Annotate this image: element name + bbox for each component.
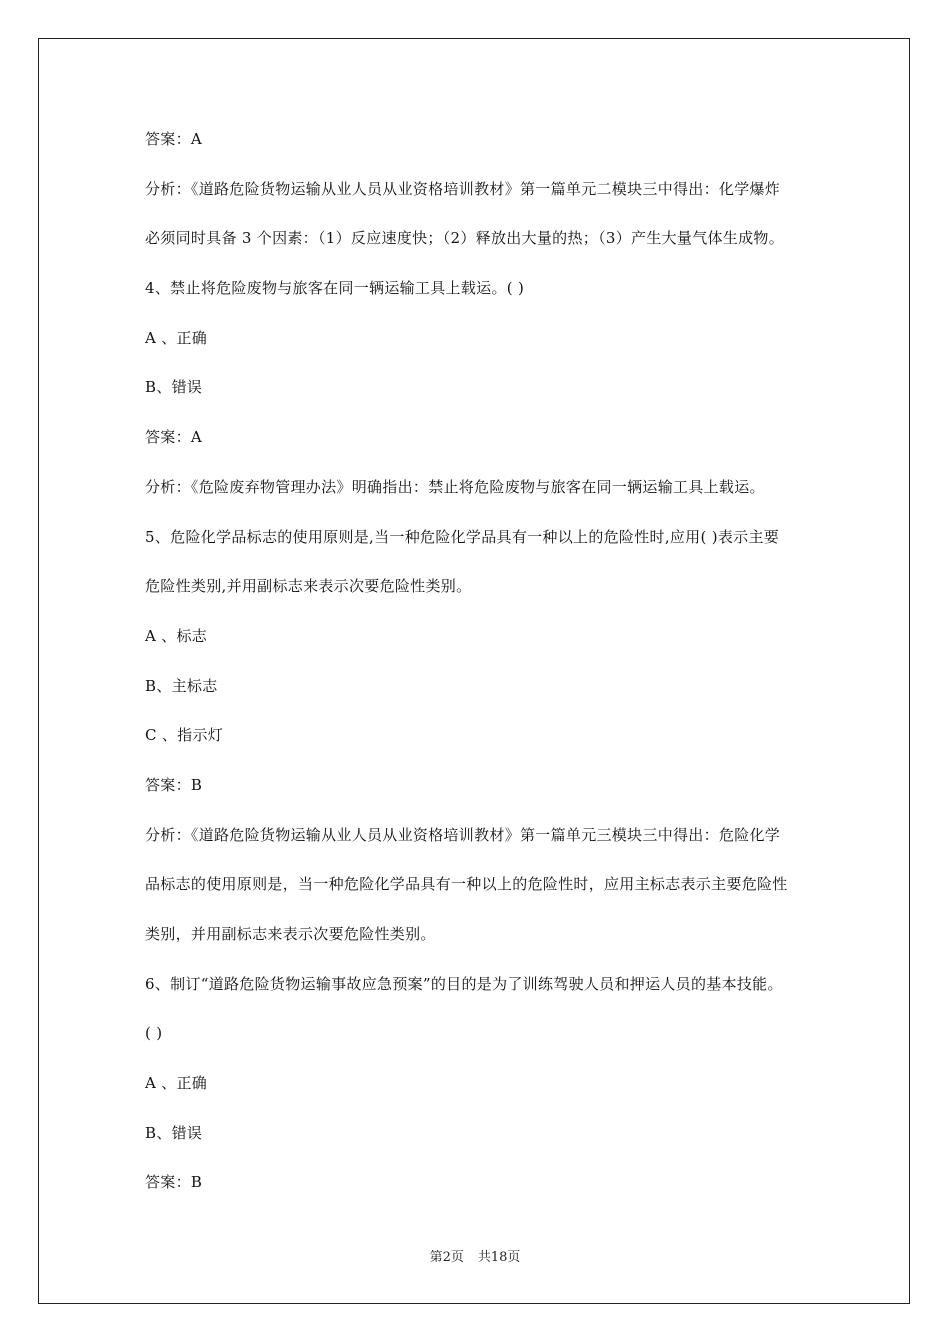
question-6: 6、制订“道路危险货物运输事故应急预案”的目的是为了训练驾驶人员和押运人员的基本技能。	[145, 974, 783, 993]
answer-line: 答案：B	[145, 775, 203, 794]
question-5-continued: 危险性类别,并用副标志来表示次要危险性类别。	[145, 577, 472, 596]
analysis-line: 分析：《道路危险货物运输从业人员从业资格培训教材》第一篇单元三模块三中得出：危险化学	[145, 825, 781, 844]
option-a: A 、标志	[145, 626, 208, 645]
option-a: A 、正确	[145, 328, 208, 347]
analysis-line: 分析：《道路危险货物运输从业人员从业资格培训教材》第一篇单元二模块三中得出：化学爆炸	[145, 179, 781, 198]
answer-line: 答案：A	[145, 130, 203, 148]
page-number: 第2页	[429, 1250, 464, 1265]
question-5: 5、危险化学品标志的使用原则是,当一种危险化学品具有一种以上的危险性时,应用( )表示主要	[145, 527, 780, 546]
option-b: B、错误	[145, 378, 203, 397]
analysis-line: 类别，并用副标志来表示次要危险性类别。	[145, 925, 436, 943]
option-b: B、主标志	[145, 676, 218, 695]
page-footer	[0, 1246, 950, 1265]
question-4: 4、禁止将危险废物与旅客在同一辆运输工具上载运。( )	[145, 279, 525, 298]
option-b: B、错误	[145, 1123, 203, 1142]
page-total: 共18页	[477, 1250, 521, 1265]
answer-line: 答案：A	[145, 428, 203, 447]
answer-line: 答案：B	[145, 1173, 203, 1192]
option-c: C 、指示灯	[145, 726, 224, 745]
analysis-line: 分析：《危险废弃物管理办法》明确指出：禁止将危险废物与旅客在同一辆运输工具上载运。	[145, 477, 765, 496]
option-a: A 、正确	[145, 1074, 208, 1093]
analysis-line: 必须同时具备 3 个因素：（1）反应速度快；（2）释放出大量的热；（3）产生大量气体生成物。	[145, 229, 785, 248]
analysis-line: 品标志的使用原则是，当一种危险化学品具有一种以上的危险性时，应用主标志表示主要危险性	[145, 875, 788, 894]
document-body	[145, 127, 835, 1220]
question-6-continued: ( )	[145, 1024, 163, 1043]
